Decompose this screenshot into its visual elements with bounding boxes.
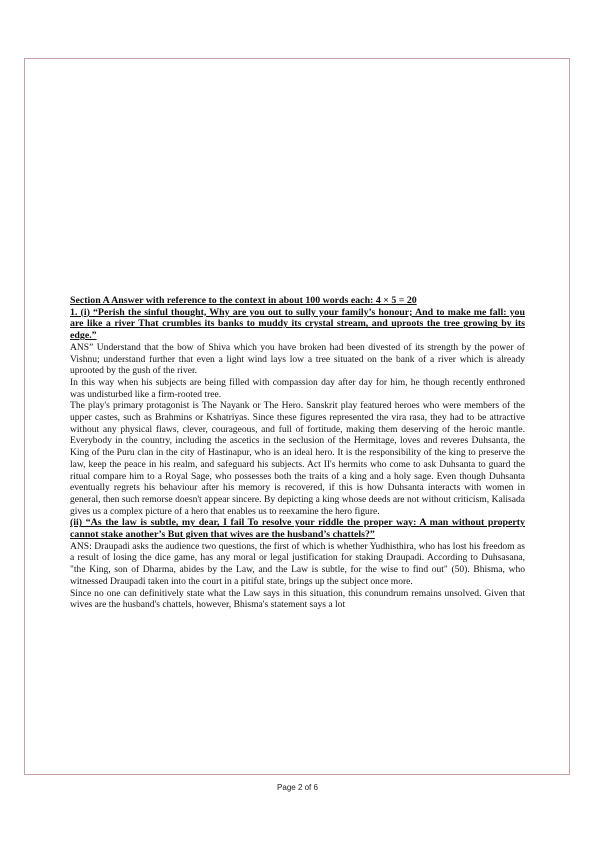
answer-1-paragraph: The play's primary protagonist is The Nayank or The Hero. Sanskrit play featured heroes who were members of the upper castes, such as Brahmins or Kshatriyas. Since these figures represented the vira rasa, they had to be attractive without any physical flaws, clever, courageous, and full of fortitude, making them deserving of the heroic mantle. Everybody in the country, including the ascetics in the seclusion of the Hermitage, loves and reveres Duhsanta, the King of the Puru clan in the city of Hastinapur, who is an ideal hero. It is the responsibility of the king to preserve the law, keep the peace in his realm, and safeguard his subjects. Act II's hermits who come to ask Duhsanta to guard the ritual compare him to a Royal Sage, who possesses both the traits of a king and a holy sage. Even though Duhsanta eventually regrets his behaviour after his memory is recovered, if this is how Duhsanta interacts with women in general, then such remorse doesn't appear sincere. By depicting a king whose deeds are not without criticism, Kalisada gives us a complex picture of a hero that enables us to reexamine the hero figure. xyxy=(70,400,525,517)
question-1: 1. (i) “Perish the sinful thought, Why are you out to sully your family’s honour; And to make me fall: you are like a river That crumbles its banks to muddy its crystal stream, and uproots the tree growing by its edge.” xyxy=(70,306,525,342)
document-body xyxy=(70,295,525,611)
question-2: (ii) “As the law is subtle, my dear, I fail To resolve your riddle the proper way: A man without property cannot stake another’s But given that wives are the husband’s chattels?” xyxy=(70,517,525,541)
page-number: Page 2 of 6 xyxy=(277,783,318,792)
section-heading: Section A Answer with reference to the context in about 100 words each: 4 × 5 = 20 xyxy=(70,295,417,306)
answer-1-paragraph: ANS” Understand that the bow of Shiva which you have broken had been divested of its strength by the power of Vishnu; understand further that even a light wind lays low a tree situated on the bank of a river which is already uprooted by the gush of the river. xyxy=(70,341,525,377)
answer-2-paragraph: ANS: Draupadi asks the audience two questions, the first of which is whether Yudhisthira, who has lost his freedom as a result of losing the dice game, has any moral or legal justification for staking Draupadi. According to Duhsasana, "the King, son of Dharma, abides by the Law, and the Law is subtle, for the wise to find out" (50). Bhisma, who witnessed Draupadi taken into the court in a pitiful state, brings up the subject once more. xyxy=(70,540,525,587)
answer-1-paragraph: In this way when his subjects are being filled with compassion day after day for him, he though recently enthroned was undisturbed like a firm-rooted tree. xyxy=(70,376,525,400)
answer-2-paragraph: Since no one can definitively state what the Law says in this situation, this conundrum remains unsolved. Given that wives are the husband's chattels, however, Bhisma's statement says a lot xyxy=(70,587,525,611)
